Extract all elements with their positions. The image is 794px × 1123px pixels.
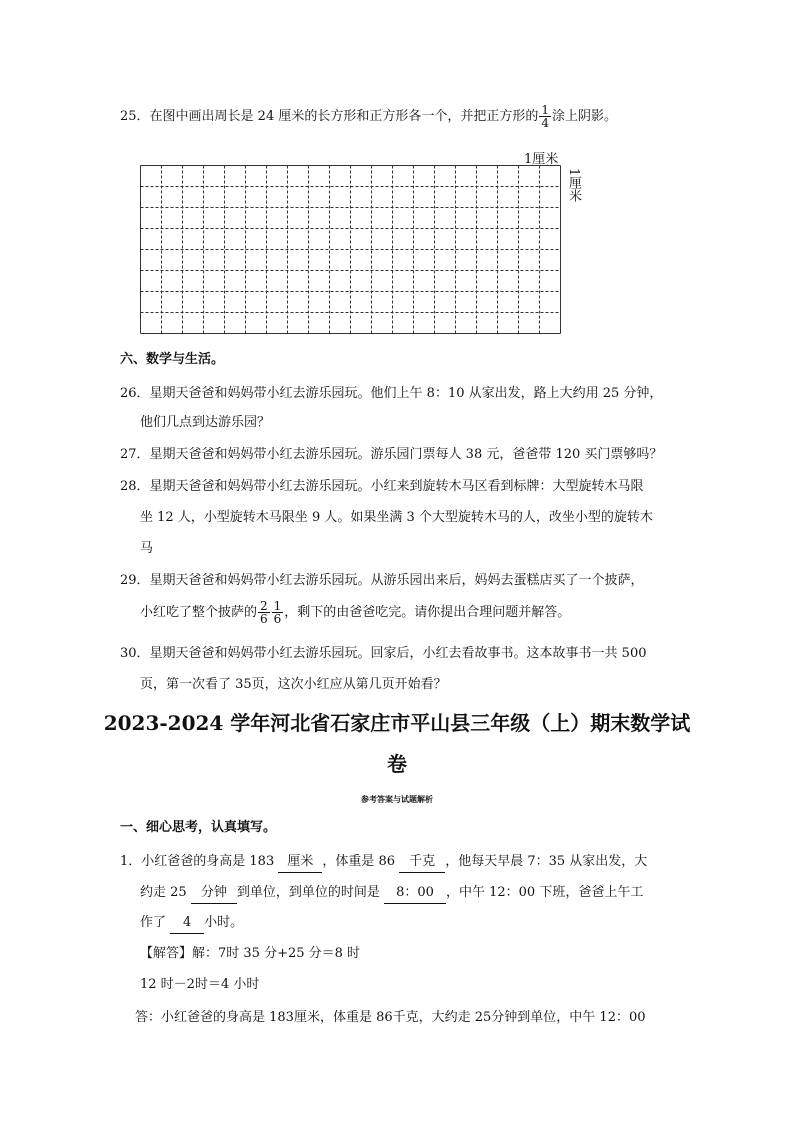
blank-height-unit: 厘米 [278,852,322,873]
question-28-line-2: 坐 12 人，小型旋转木马限坐 9 人。如果坐满 3 个大型旋转木马的人，改坐小型的旋转木 [140,510,653,525]
section-6-heading: 六、数学与生活。 [120,352,225,367]
question-26-line-1: 26．星期天爸爸和妈妈带小红去游乐园玩。他们上午 8：10 从家出发，路上大约用 25 分钟， [120,386,663,401]
exam-title-line-1: 2023-2024 学年河北省石家庄市平山县三年级（上）期末数学试 [103,711,691,735]
answer-1-line-2: 约走 25 分钟 到单位，到单位的时间是 8：00 ，中午 12：00 下班，爸爸上午工 [140,883,643,904]
exam-title-line-2: 卷 [387,752,407,776]
grid-unit-side-label: 1厘米 [566,168,581,203]
question-28-line-3: 马 [140,541,154,556]
square-grid [140,165,562,335]
blank-work-hours: 4 [170,913,204,934]
fraction-one-sixth: $\frac{1}{6}$ [273,599,282,626]
question-27: 27．星期天爸爸和妈妈带小红去游乐园玩。游乐园门票每人 38 元，爸爸带 120 买门票够吗？ [120,447,663,462]
question-29-line-1: 29．星期天爸爸和妈妈带小红去游乐园玩。从游乐园出来后，妈妈去蛋糕店买了一个披萨， [120,573,644,588]
question-28-line-1: 28．星期天爸爸和妈妈带小红去游乐园玩。小红来到旋转木马区看到标牌：大型旋转木马限 [120,479,644,494]
analysis-line: 【解答】解：7时 35 分+25 分＝8 时 [140,946,361,961]
fraction-one-quarter: $\frac{1}{4}$ [541,103,549,130]
answer-1-line-3: 作了 4 小时。 [140,913,243,934]
answer-line: 答：小红爸爸的身高是 183厘米，体重是 86千克，大约走 25分钟到单位，中午 12：00 [135,1010,646,1025]
calculation-line: 12 时－2时＝4 小时 [140,977,260,992]
question-30-line-2: 页，第一次看了 35页，这次小红应从第几页开始看？ [140,677,447,692]
blank-weight-unit: 千克 [399,852,445,873]
question-29-line-2: 小红吃了整个披萨的 $\frac{2}{6}$ $\frac{1}{6}$ ，剩下的由爸爸吃完。请你提出合理问题并解答。 [140,599,571,626]
fraction-two-sixths: $\frac{2}{6}$ [260,599,268,626]
grid-unit-top-label: 1厘米 [524,152,559,167]
blank-time-unit: 分钟 [191,883,237,904]
question-30-line-1: 30．星期天爸爸和妈妈带小红去游乐园玩。回家后，小红去看故事书。这本故事书一共 500 [120,646,647,661]
section-1-heading: 一、细心思考，认真填写。 [120,820,277,835]
answer-1-line-1: 1．小红爸爸的身高是 183 厘米 ，体重是 86 千克 ，他每天早晨 7：35 从家出发，大 [120,852,647,873]
answer-key-subtitle: 参考答案与试题解析 [361,794,433,804]
blank-arrival-time: 8：00 [384,883,446,904]
question-25: 25．在图中画出周长是 24 厘米的长方形和正方形各一个，并把正方形的 $\frac{1}{4}$ 涂上阴影。 [120,103,618,130]
question-26-line-2: 他们几点到达游乐园？ [140,415,271,430]
